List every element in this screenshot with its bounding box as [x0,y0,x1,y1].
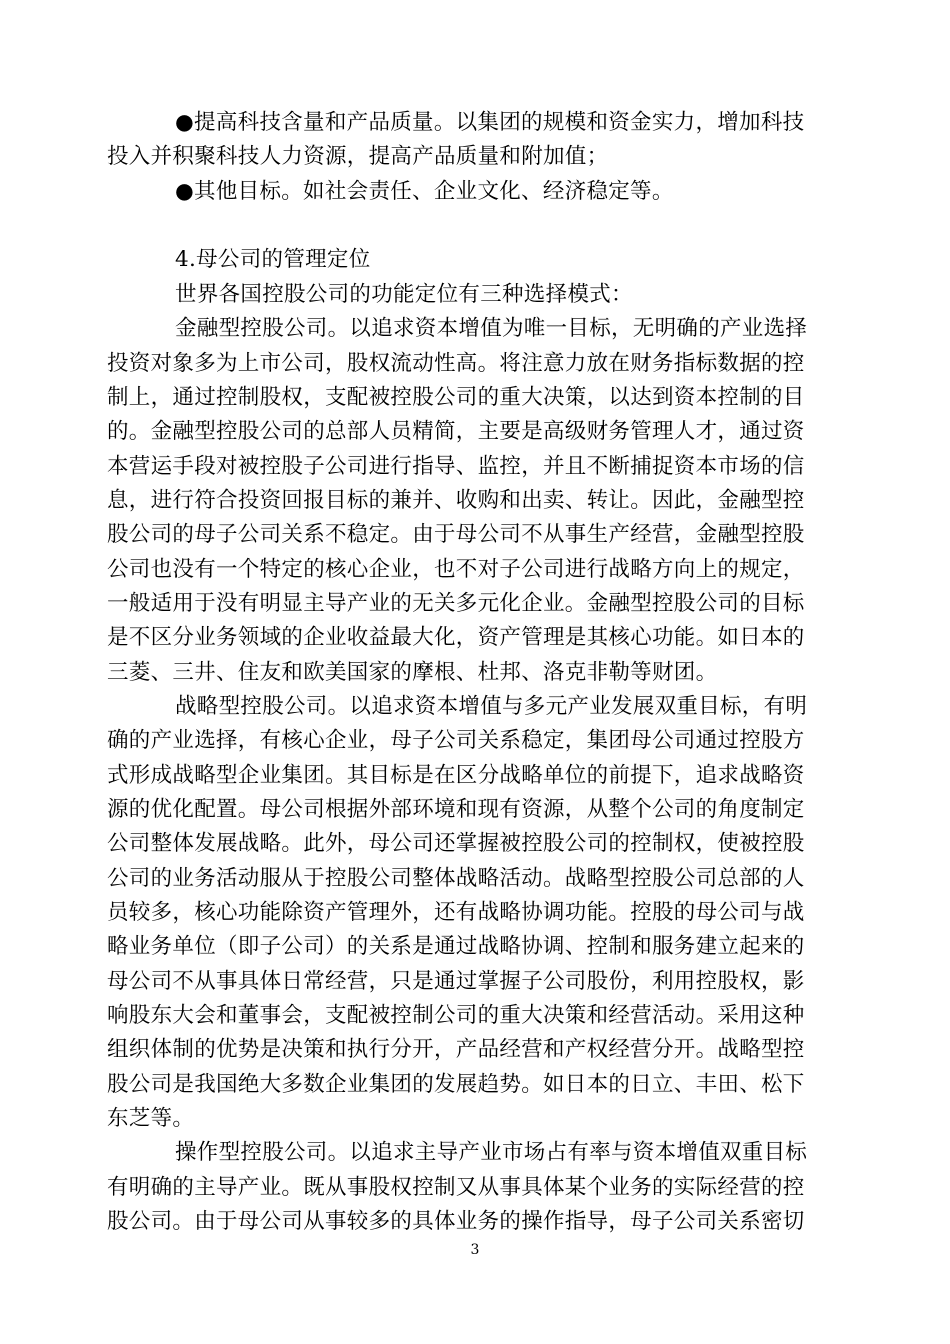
text-line: ●其他目标。如社会责任、企业文化、经济稳定等。 [175,179,674,204]
text-line: 制上，通过控制股权，支配被控股公司的重大决策，以达到资本控制的目 [107,385,805,410]
text-line: 有明确的主导产业。既从事股权控制又从事具体某个业务的实际经营的控 [107,1175,805,1200]
text-line: 东芝等。 [107,1106,195,1131]
text-line: 本营运手段对被控股子公司进行指导、监控，并且不断捕捉资本市场的信 [107,454,805,479]
section-heading: 4.母公司的管理定位 [175,247,371,272]
text-line: 组织体制的优势是决策和执行分开，产品经营和产权经营分开。战略型控 [107,1037,805,1062]
text-line: 三菱、三井、住友和欧美国家的摩根、杜邦、洛克非勒等财团。 [107,660,718,685]
text-line: 金融型控股公司。以追求资本增值为唯一目标，无明确的产业选择 [175,316,808,341]
text-line: 响股东大会和董事会，支配被控制公司的重大决策和经营活动。采用这种 [107,1003,805,1028]
text-line: 是不区分业务领域的企业收益最大化，资产管理是其核心功能。如日本的 [107,625,805,650]
text-line: 略业务单位（即子公司）的关系是通过战略协调、控制和服务建立起来的 [107,934,805,959]
text-line: 息，进行符合投资回报目标的兼并、收购和出卖、转让。因此，金融型控 [107,488,805,513]
text-line: 股公司。由于母公司从事较多的具体业务的操作指导，母子公司关系密切 [107,1209,805,1234]
text-line: 源的优化配置。母公司根据外部环境和现有资源，从整个公司的角度制定 [107,797,805,822]
text-line: 股公司是我国绝大多数企业集团的发展趋势。如日本的日立、丰田、松下 [107,1072,805,1097]
text-line: 员较多，核心功能除资产管理外，还有战略协调功能。控股的母公司与战 [107,900,805,925]
text-line: 公司也没有一个特定的核心企业，也不对子公司进行战略方向上的规定， [107,557,805,582]
text-line: 投入并积聚科技人力资源，提高产品质量和附加值； [107,144,609,169]
text-line: 世界各国控股公司的功能定位有三种选择模式： [175,282,633,307]
text-line: 投资对象多为上市公司，股权流动性高。将注意力放在财务指标数据的控 [107,351,805,376]
text-line: 股公司的母子公司关系不稳定。由于母公司不从事生产经营，金融型控股 [107,522,805,547]
text-line: 确的产业选择，有核心企业，母子公司关系稳定，集团母公司通过控股方 [107,728,805,753]
text-line: 的。金融型控股公司的总部人员精简，主要是高级财务管理人才，通过资 [107,419,805,444]
text-line: 战略型控股公司。以追求资本增值与多元产业发展双重目标，有明 [175,694,808,719]
page-number: 3 [470,1242,480,1258]
text-line: 公司整体发展战略。此外，母公司还掌握被控股公司的控制权，使被控股 [107,831,805,856]
text-line: 一般适用于没有明显主导产业的无关多元化企业。金融型控股公司的目标 [107,591,805,616]
text-line: ●提高科技含量和产品质量。以集团的规模和资金实力，增加科技 [175,110,805,135]
text-line: 操作型控股公司。以追求主导产业市场占有率与资本增值双重目标 [175,1140,808,1165]
text-line: 母公司不从事具体日常经营，只是通过掌握子公司股份，利用控股权，影 [107,969,805,994]
text-line: 式形成战略型企业集团。其目标是在区分战略单位的前提下，追求战略资 [107,763,805,788]
text-line: 公司的业务活动服从于控股公司整体战略活动。战略型控股公司总部的人 [107,866,805,891]
